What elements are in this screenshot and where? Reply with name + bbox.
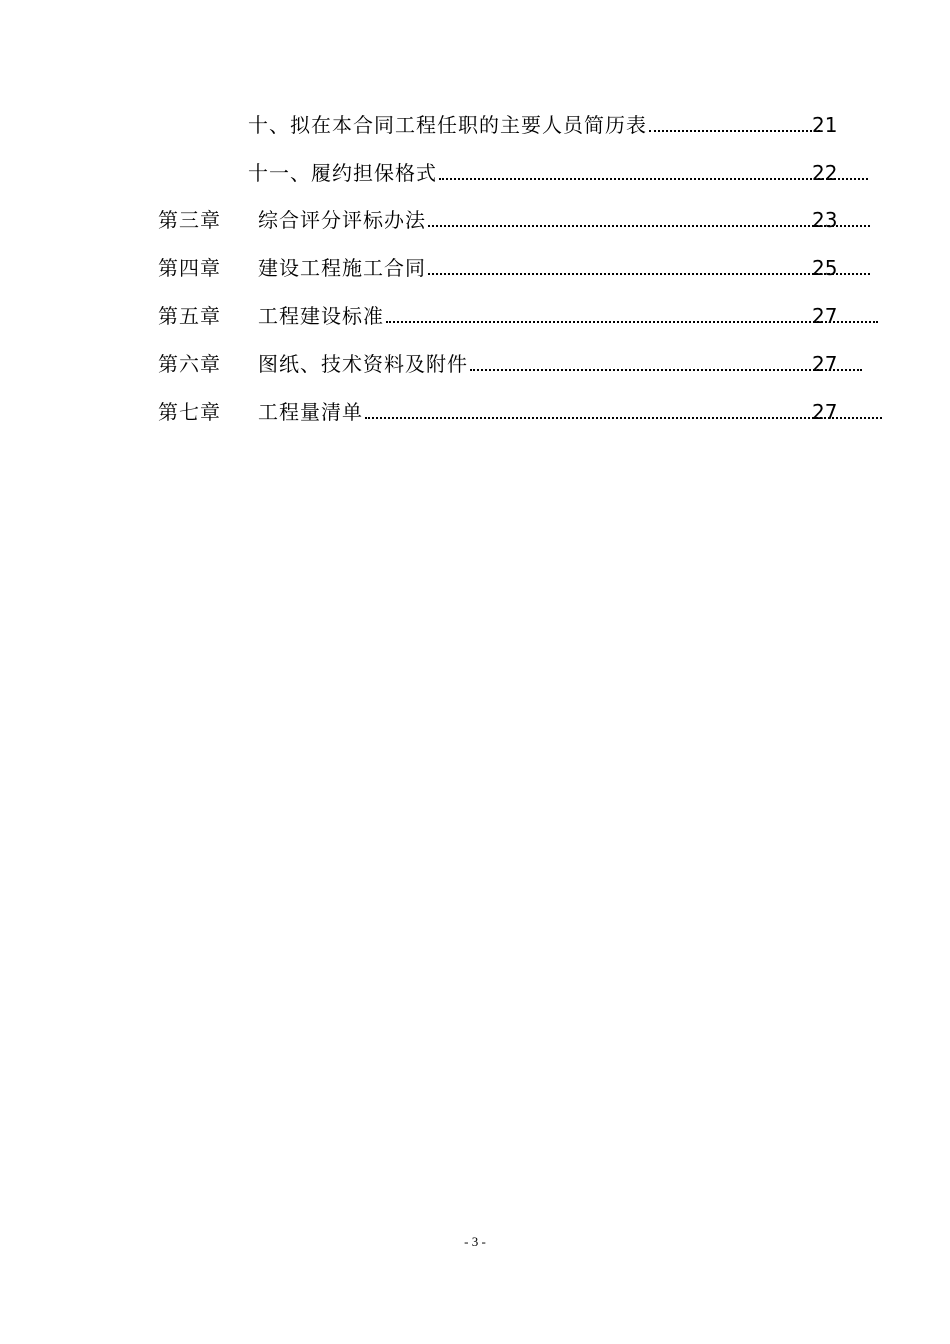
toc-leader-dots	[439, 177, 868, 180]
toc-entry-title: 图纸、技术资料及附件	[258, 352, 468, 376]
toc-entry[interactable]	[158, 301, 878, 331]
toc-entry-title: 十、拟在本合同工程任职的主要人员简历表	[248, 113, 647, 137]
toc-entry-title: 综合评分评标办法	[258, 208, 426, 232]
toc-leader-dots	[428, 224, 870, 227]
toc-chapter-label: 第三章	[158, 208, 221, 232]
page-footer-number: - 3 -	[464, 1234, 486, 1249]
toc-entry-title: 工程量清单	[258, 400, 363, 424]
toc-leader-dots	[386, 320, 878, 323]
toc-entry[interactable]	[248, 158, 868, 188]
toc-entry[interactable]	[248, 110, 820, 140]
toc-entry[interactable]	[158, 397, 882, 427]
toc-page-number: 21	[812, 113, 838, 137]
toc-page-number: 27	[812, 352, 838, 376]
toc-page-number: 23	[812, 208, 838, 232]
toc-page-number: 22	[812, 161, 838, 185]
toc-entry[interactable]	[158, 349, 862, 379]
toc-leader-dots	[365, 416, 882, 419]
toc-chapter-label: 第七章	[158, 400, 221, 424]
toc-entry-title: 十一、履约担保格式	[248, 161, 437, 185]
toc-chapter-label: 第四章	[158, 256, 221, 280]
toc-leader-dots	[649, 129, 820, 132]
toc-entry[interactable]	[158, 253, 870, 283]
toc-chapter-label: 第六章	[158, 352, 221, 376]
toc-page-number: 25	[812, 256, 838, 280]
toc-leader-dots	[428, 272, 870, 275]
toc-entry[interactable]	[158, 205, 870, 235]
toc-page-number: 27	[812, 400, 838, 424]
toc-chapter-label: 第五章	[158, 304, 221, 328]
toc-entry-title: 建设工程施工合同	[258, 256, 426, 280]
toc-page-number: 27	[812, 304, 838, 328]
toc-leader-dots	[470, 368, 862, 371]
toc-entry-title: 工程建设标准	[258, 304, 384, 328]
